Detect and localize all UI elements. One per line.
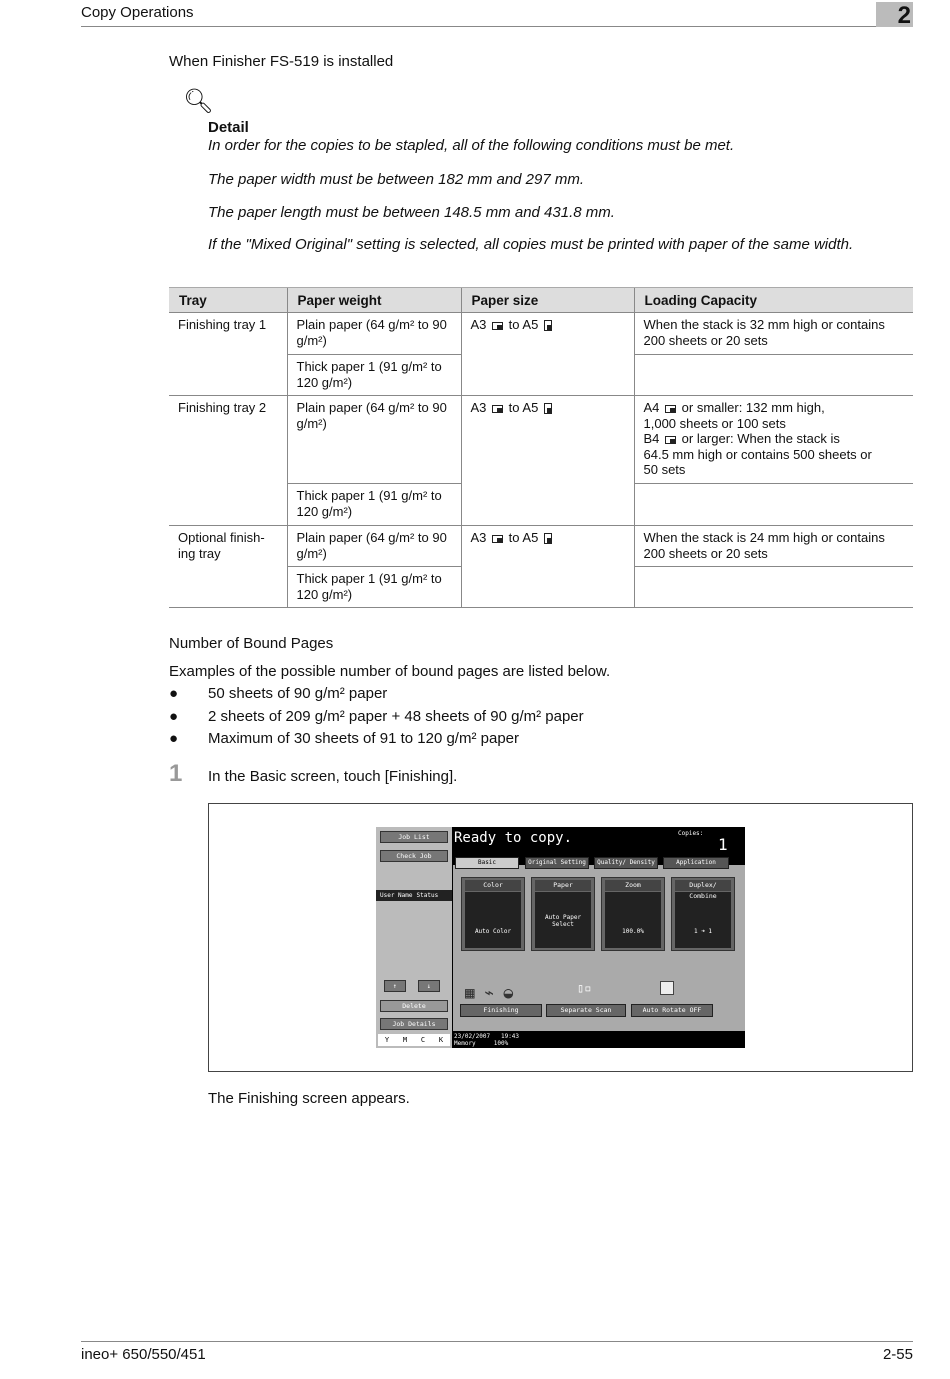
tab-basic[interactable]: Basic — [455, 857, 519, 869]
weight-cell: Thick paper 1 (91 g/m² to 120 g/m²) — [287, 567, 461, 608]
ready-message: Ready to copy. — [454, 830, 573, 846]
detail-label: Detail — [208, 119, 249, 136]
weight-cell: Plain paper (64 g/m² to 90 g/m²) — [287, 396, 461, 484]
cap-text: 1,000 sheets or 100 sets — [643, 415, 786, 431]
step-number: 1 — [169, 760, 183, 787]
tile-title: Duplex/ Combine — [675, 880, 731, 891]
finishing-button[interactable]: Finishing — [460, 1004, 542, 1017]
capacity-cell — [634, 567, 913, 608]
landscape-paper-icon — [665, 405, 676, 413]
bullet-icon: ● — [169, 685, 179, 702]
detail-line: The paper width must be between 182 mm and 297 mm. — [208, 171, 585, 188]
tab-quality-density[interactable]: Quality/ Density — [594, 857, 658, 869]
col-header: Paper weight — [287, 288, 461, 313]
step-text: In the Basic screen, touch [Finishing]. — [208, 768, 458, 785]
chapter-number: 2 — [876, 2, 913, 27]
zoom-tile[interactable] — [601, 877, 665, 951]
copies-count: 1 — [718, 835, 728, 854]
size-to: to A5 — [508, 530, 539, 545]
detail-line: If the "Mixed Original" setting is selected, all copies must be printed with paper of the same width. — [208, 236, 854, 253]
landscape-paper-icon — [492, 322, 503, 330]
tile-title: Color — [465, 880, 521, 891]
portrait-paper-icon — [544, 533, 552, 544]
copier-screen — [376, 827, 745, 1048]
tray-cell: Finishing tray 1 — [169, 313, 287, 396]
capacity-cell — [634, 396, 913, 484]
tray-cell: Finishing tray 2 — [169, 396, 287, 526]
detail-line: In order for the copies to be stapled, all of the following conditions must be met. — [208, 137, 735, 154]
section-title: When Finisher FS-519 is installed — [169, 53, 394, 70]
job-details-button[interactable]: Job Details — [380, 1018, 448, 1030]
toner-levels — [378, 1034, 450, 1046]
bullet-item: Maximum of 30 sheets of 91 to 120 g/m² paper — [208, 730, 519, 747]
cap-text: or larger: When the stack is — [678, 431, 840, 446]
toner-m: M — [402, 1036, 408, 1044]
size-cell — [461, 396, 634, 526]
tab-application[interactable]: Application — [663, 857, 729, 869]
bound-pages-intro: Examples of the possible number of bound pages are listed below. — [169, 663, 611, 680]
scroll-down-button[interactable]: ↓ — [418, 980, 440, 992]
page-number: 2-55 — [882, 1346, 913, 1363]
tile-value: Auto Paper Select — [535, 892, 591, 948]
col-header: Loading Capacity — [634, 288, 913, 313]
check-job-button[interactable]: Check Job — [380, 850, 448, 862]
basic-panel — [453, 859, 745, 1031]
weight-cell: Thick paper 1 (91 g/m² to 120 g/m²) — [287, 355, 461, 396]
size-from: A3 — [470, 317, 487, 332]
weight-cell: Thick paper 1 (91 g/m² to 120 g/m²) — [287, 484, 461, 526]
col-header: Paper size — [461, 288, 634, 313]
tile-title: Zoom — [605, 880, 661, 891]
tile-value: 1 ➜ 1 — [675, 892, 731, 948]
toner-c: C — [420, 1036, 426, 1044]
landscape-paper-icon — [492, 405, 503, 413]
toner-y: Y — [384, 1036, 390, 1044]
bullet-icon: ● — [169, 708, 179, 725]
capacity-cell — [634, 355, 913, 396]
job-list-header — [376, 890, 452, 901]
side-panel — [376, 827, 452, 1048]
cap-text: A4 — [643, 400, 660, 415]
size-to: to A5 — [508, 317, 539, 332]
table-row — [169, 526, 913, 567]
tile-value: Auto Color — [465, 892, 521, 948]
weight-cell: Plain paper (64 g/m² to 90 g/m²) — [287, 313, 461, 355]
footer-model: ineo+ 650/550/451 — [81, 1346, 206, 1363]
size-from: A3 — [470, 400, 487, 415]
copies-label: Copies: — [678, 830, 704, 837]
detail-line: The paper length must be between 148.5 mm and 431.8 mm. — [208, 204, 615, 221]
date-text: 23/02/2007 — [454, 1033, 491, 1040]
cap-text: 64.5 mm high or contains 500 sheets or — [643, 446, 872, 462]
size-cell — [461, 313, 634, 396]
table-row — [169, 396, 913, 484]
tray-cell: Optional finish-ing tray — [169, 526, 287, 608]
capacity-cell — [634, 484, 913, 526]
table-row — [169, 313, 913, 355]
size-cell — [461, 526, 634, 608]
step-result: The Finishing screen appears. — [208, 1090, 410, 1107]
tab-original-setting[interactable]: Original Setting — [525, 857, 589, 869]
scroll-up-button[interactable]: ↑ — [384, 980, 406, 992]
bound-pages-title: Number of Bound Pages — [169, 635, 334, 652]
col-header: Tray — [169, 288, 287, 313]
bullet-item: 2 sheets of 209 g/m² paper + 48 sheets of 90 g/m² paper — [208, 708, 584, 725]
capacity-cell: When the stack is 32 mm high or contains 200 sheets or 20 sets — [634, 313, 913, 355]
bullet-icon: ● — [169, 730, 179, 747]
weight-cell: Plain paper (64 g/m² to 90 g/m²) — [287, 526, 461, 567]
portrait-paper-icon — [544, 320, 552, 331]
tile-value: 100.0% — [605, 892, 661, 948]
status-bar — [454, 1033, 519, 1047]
user-name-label: User Name — [380, 892, 413, 899]
auto-rotate-icon — [660, 981, 674, 995]
memory-label: Memory — [454, 1040, 476, 1047]
memory-value: 100% — [493, 1040, 509, 1047]
header-divider — [81, 26, 913, 27]
toner-k: K — [438, 1036, 444, 1044]
separate-scan-icon: ▯▫ — [577, 981, 592, 995]
delete-button[interactable]: Delete — [380, 1000, 448, 1012]
paper-tile[interactable] — [531, 877, 595, 951]
size-to: to A5 — [508, 400, 539, 415]
tile-title: Paper — [535, 880, 591, 891]
finisher-spec-table — [169, 287, 913, 608]
landscape-paper-icon — [492, 535, 503, 543]
time-text: 19:43 — [500, 1033, 520, 1040]
auto-rotate-button[interactable]: Auto Rotate OFF — [631, 1004, 713, 1017]
size-from: A3 — [470, 530, 487, 545]
cap-text: 50 sets — [643, 462, 686, 477]
color-tile[interactable] — [461, 877, 525, 951]
duplex-combine-tile[interactable] — [671, 877, 735, 951]
status-label: Status — [416, 892, 439, 899]
magnifier-icon: 🔍︎ — [183, 88, 214, 115]
portrait-paper-icon — [544, 403, 552, 414]
bullet-item: 50 sheets of 90 g/m² paper — [208, 685, 388, 702]
capacity-cell: When the stack is 24 mm high or contains 200 sheets or 20 sets — [634, 526, 913, 567]
job-list-button[interactable]: Job List — [380, 831, 448, 843]
cap-text: B4 — [643, 431, 660, 446]
cap-text: or smaller: 132 mm high, — [678, 400, 825, 415]
separate-scan-button[interactable]: Separate Scan — [546, 1004, 626, 1017]
header-title: Copy Operations — [81, 4, 194, 21]
stapler-punch-icon: ▦ ⌁ ◒ — [465, 983, 514, 1002]
footer-divider — [81, 1341, 913, 1342]
landscape-paper-icon — [665, 436, 676, 444]
